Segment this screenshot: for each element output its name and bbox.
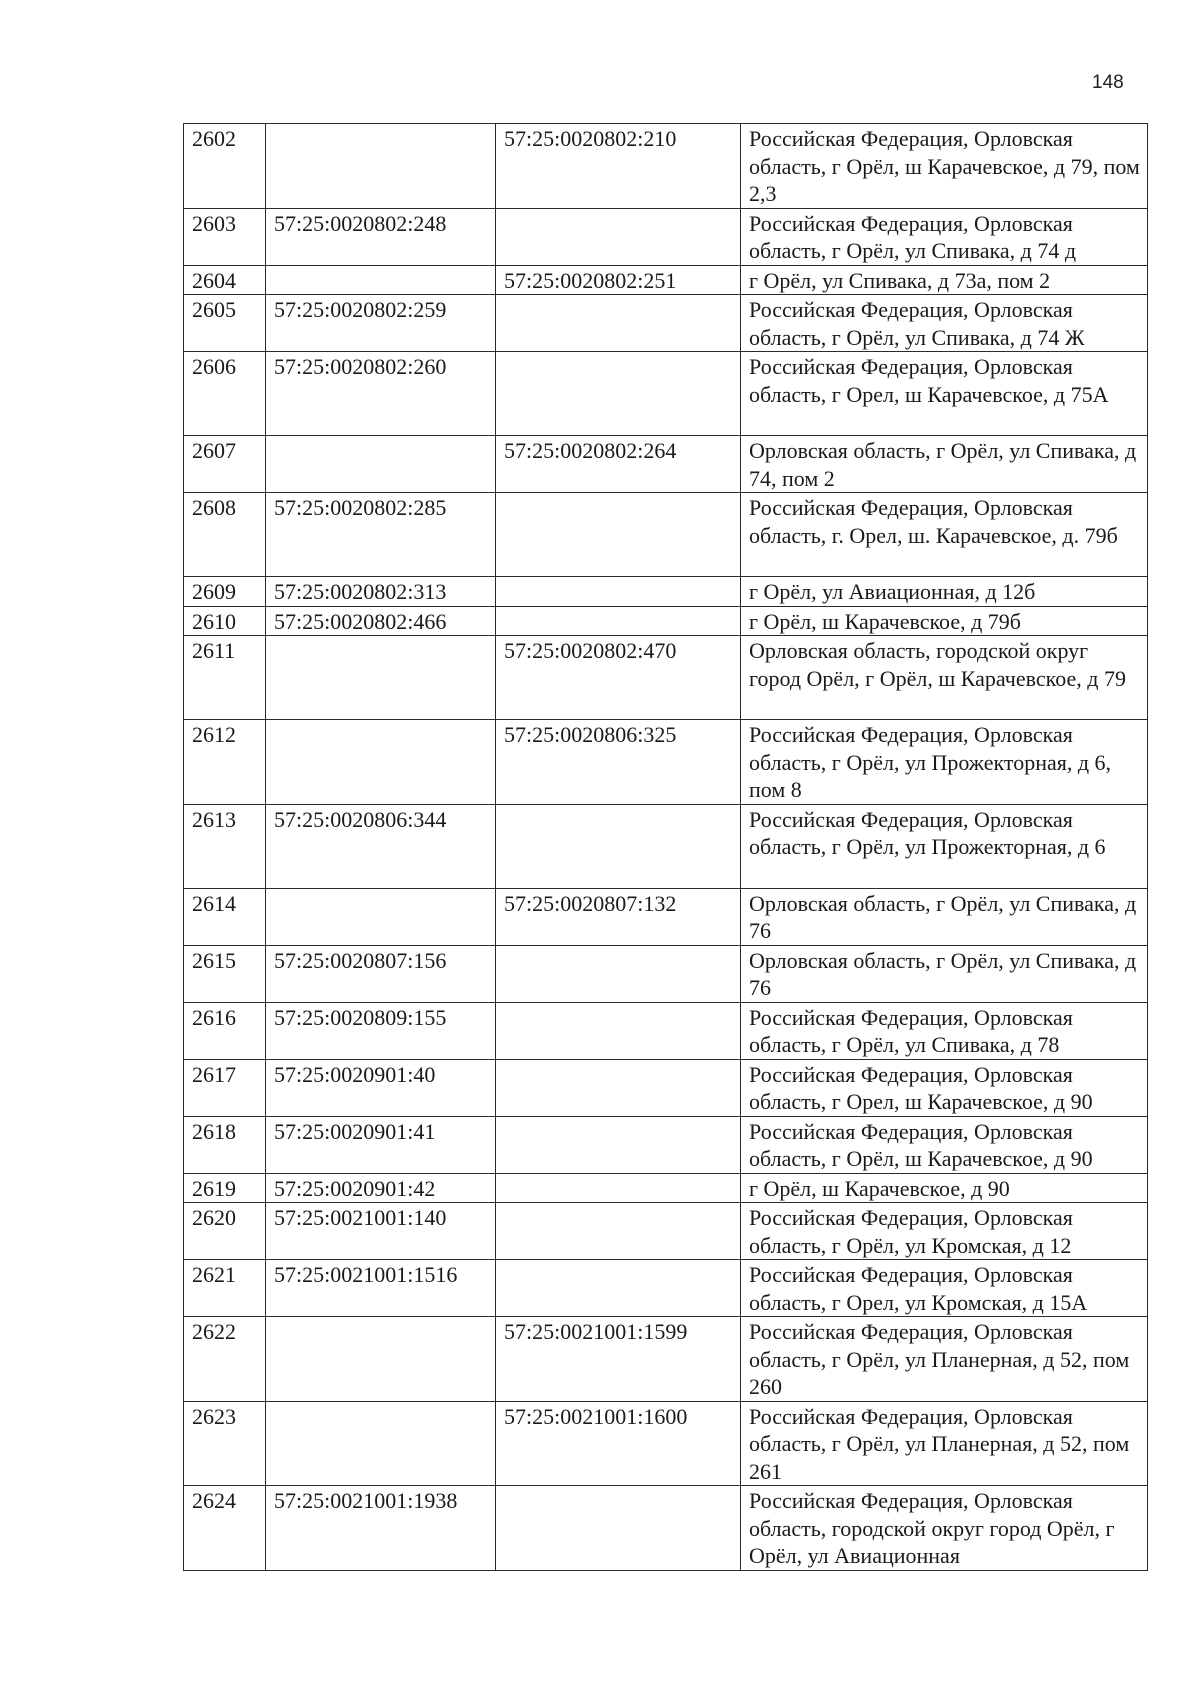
table-row bbox=[184, 945, 1148, 1002]
land-cadastral-cell bbox=[266, 124, 496, 209]
land-cadastral-cell bbox=[266, 720, 496, 805]
address-cell: Орловская область, г Орёл, ул Спивака, д 74, пом 2 bbox=[741, 436, 1148, 493]
table-row bbox=[184, 577, 1148, 607]
object-cadastral-cell: 57:25:0021001:1599 bbox=[496, 1317, 741, 1402]
row-number-cell: 2606 bbox=[184, 352, 266, 436]
table-row bbox=[184, 1486, 1148, 1571]
row-number-cell: 2610 bbox=[184, 606, 266, 636]
row-number-cell: 2619 bbox=[184, 1173, 266, 1203]
row-number-cell: 2613 bbox=[184, 804, 266, 888]
address-cell: Российская Федерация, Орловская область, г Орел, ш Карачевское, д 90 bbox=[741, 1059, 1148, 1116]
object-cadastral-cell bbox=[496, 1173, 741, 1203]
object-cadastral-cell bbox=[496, 352, 741, 436]
address-cell: г Орёл, ул Спивака, д 73а, пом 2 bbox=[741, 265, 1148, 295]
table-row bbox=[184, 295, 1148, 352]
land-cadastral-cell: 57:25:0020806:344 bbox=[266, 804, 496, 888]
table-row bbox=[184, 1116, 1148, 1173]
row-number-cell: 2618 bbox=[184, 1116, 266, 1173]
row-number-cell: 2623 bbox=[184, 1401, 266, 1486]
row-number-cell: 2605 bbox=[184, 295, 266, 352]
row-number-cell: 2612 bbox=[184, 720, 266, 805]
row-number-cell: 2603 bbox=[184, 208, 266, 265]
address-cell: Российская Федерация, Орловская область, г Орел, ул Кромская, д 15А bbox=[741, 1260, 1148, 1317]
table-row bbox=[184, 1260, 1148, 1317]
object-cadastral-cell: 57:25:0021001:1600 bbox=[496, 1401, 741, 1486]
land-cadastral-cell: 57:25:0020809:155 bbox=[266, 1002, 496, 1059]
table-row bbox=[184, 1002, 1148, 1059]
row-number-cell: 2621 bbox=[184, 1260, 266, 1317]
object-cadastral-cell bbox=[496, 577, 741, 607]
object-cadastral-cell bbox=[496, 1002, 741, 1059]
row-number-cell: 2617 bbox=[184, 1059, 266, 1116]
address-cell: Российская Федерация, Орловская область, г Орёл, ул Планерная, д 52, пом 261 bbox=[741, 1401, 1148, 1486]
row-number-cell: 2602 bbox=[184, 124, 266, 209]
registry-table-body bbox=[184, 124, 1148, 1571]
table-row bbox=[184, 1059, 1148, 1116]
registry-table bbox=[183, 123, 1148, 1571]
address-cell: Орловская область, г Орёл, ул Спивака, д 76 bbox=[741, 945, 1148, 1002]
address-cell: г Орёл, ш Карачевское, д 79б bbox=[741, 606, 1148, 636]
object-cadastral-cell: 57:25:0020802:264 bbox=[496, 436, 741, 493]
table-row bbox=[184, 436, 1148, 493]
row-number-cell: 2607 bbox=[184, 436, 266, 493]
table-row bbox=[184, 888, 1148, 945]
address-cell: Российская Федерация, Орловская область, г Орел, ш Карачевское, д 75А bbox=[741, 352, 1148, 436]
address-cell: Российская Федерация, Орловская область, г Орёл, ш Карачевское, д 90 bbox=[741, 1116, 1148, 1173]
address-cell: Орловская область, г Орёл, ул Спивака, д 76 bbox=[741, 888, 1148, 945]
address-cell: Российская Федерация, Орловская область, г. Орел, ш. Карачевское, д. 79б bbox=[741, 493, 1148, 577]
object-cadastral-cell bbox=[496, 804, 741, 888]
table-row bbox=[184, 1317, 1148, 1402]
land-cadastral-cell: 57:25:0020807:156 bbox=[266, 945, 496, 1002]
row-number-cell: 2609 bbox=[184, 577, 266, 607]
address-cell: Российская Федерация, Орловская область, г Орёл, ул Спивака, д 74 Ж bbox=[741, 295, 1148, 352]
table-row bbox=[184, 804, 1148, 888]
object-cadastral-cell bbox=[496, 1486, 741, 1571]
address-cell: Российская Федерация, Орловская область, г Орёл, ул Спивака, д 78 bbox=[741, 1002, 1148, 1059]
land-cadastral-cell: 57:25:0020901:40 bbox=[266, 1059, 496, 1116]
land-cadastral-cell: 57:25:0020802:313 bbox=[266, 577, 496, 607]
land-cadastral-cell: 57:25:0020901:41 bbox=[266, 1116, 496, 1173]
land-cadastral-cell: 57:25:0020802:248 bbox=[266, 208, 496, 265]
land-cadastral-cell bbox=[266, 1317, 496, 1402]
table-row bbox=[184, 265, 1148, 295]
land-cadastral-cell: 57:25:0020901:42 bbox=[266, 1173, 496, 1203]
object-cadastral-cell: 57:25:0020802:251 bbox=[496, 265, 741, 295]
land-cadastral-cell: 57:25:0020802:260 bbox=[266, 352, 496, 436]
address-cell: Российская Федерация, Орловская область, городской округ город Орёл, г Орёл, ул Авиационная bbox=[741, 1486, 1148, 1571]
table-row bbox=[184, 720, 1148, 805]
table-row bbox=[184, 352, 1148, 436]
table-row bbox=[184, 636, 1148, 720]
land-cadastral-cell bbox=[266, 636, 496, 720]
object-cadastral-cell bbox=[496, 1260, 741, 1317]
land-cadastral-cell: 57:25:0021001:1516 bbox=[266, 1260, 496, 1317]
land-cadastral-cell: 57:25:0021001:1938 bbox=[266, 1486, 496, 1571]
row-number-cell: 2616 bbox=[184, 1002, 266, 1059]
address-cell: Российская Федерация, Орловская область, г Орёл, ул Прожекторная, д 6 bbox=[741, 804, 1148, 888]
address-cell: Российская Федерация, Орловская область, г Орёл, ш Карачевское, д 79, пом 2,3 bbox=[741, 124, 1148, 209]
table-row bbox=[184, 1401, 1148, 1486]
address-cell: Орловская область, городской округ город Орёл, г Орёл, ш Карачевское, д 79 bbox=[741, 636, 1148, 720]
object-cadastral-cell bbox=[496, 606, 741, 636]
object-cadastral-cell bbox=[496, 208, 741, 265]
row-number-cell: 2624 bbox=[184, 1486, 266, 1571]
row-number-cell: 2604 bbox=[184, 265, 266, 295]
table-row bbox=[184, 606, 1148, 636]
land-cadastral-cell: 57:25:0020802:466 bbox=[266, 606, 496, 636]
address-cell: Российская Федерация, Орловская область, г Орёл, ул Кромская, д 12 bbox=[741, 1203, 1148, 1260]
table-row bbox=[184, 208, 1148, 265]
row-number-cell: 2620 bbox=[184, 1203, 266, 1260]
address-cell: г Орёл, ул Авиационная, д 12б bbox=[741, 577, 1148, 607]
object-cadastral-cell: 57:25:0020802:210 bbox=[496, 124, 741, 209]
land-cadastral-cell bbox=[266, 1401, 496, 1486]
object-cadastral-cell bbox=[496, 1116, 741, 1173]
address-cell: Российская Федерация, Орловская область, г Орёл, ул Спивака, д 74 д bbox=[741, 208, 1148, 265]
land-cadastral-cell: 57:25:0020802:285 bbox=[266, 493, 496, 577]
address-cell: Российская Федерация, Орловская область, г Орёл, ул Планерная, д 52, пом 260 bbox=[741, 1317, 1148, 1402]
row-number-cell: 2608 bbox=[184, 493, 266, 577]
table-row bbox=[184, 493, 1148, 577]
address-cell: г Орёл, ш Карачевское, д 90 bbox=[741, 1173, 1148, 1203]
land-cadastral-cell bbox=[266, 265, 496, 295]
land-cadastral-cell: 57:25:0021001:140 bbox=[266, 1203, 496, 1260]
land-cadastral-cell bbox=[266, 436, 496, 493]
row-number-cell: 2611 bbox=[184, 636, 266, 720]
land-cadastral-cell bbox=[266, 888, 496, 945]
land-cadastral-cell: 57:25:0020802:259 bbox=[266, 295, 496, 352]
object-cadastral-cell bbox=[496, 1059, 741, 1116]
page-number: 148 bbox=[1092, 72, 1124, 93]
object-cadastral-cell: 57:25:0020802:470 bbox=[496, 636, 741, 720]
row-number-cell: 2622 bbox=[184, 1317, 266, 1402]
object-cadastral-cell: 57:25:0020807:132 bbox=[496, 888, 741, 945]
table-row bbox=[184, 1203, 1148, 1260]
table-row bbox=[184, 1173, 1148, 1203]
object-cadastral-cell bbox=[496, 1203, 741, 1260]
object-cadastral-cell bbox=[496, 945, 741, 1002]
row-number-cell: 2614 bbox=[184, 888, 266, 945]
object-cadastral-cell: 57:25:0020806:325 bbox=[496, 720, 741, 805]
row-number-cell: 2615 bbox=[184, 945, 266, 1002]
object-cadastral-cell bbox=[496, 493, 741, 577]
table-row bbox=[184, 124, 1148, 209]
object-cadastral-cell bbox=[496, 295, 741, 352]
address-cell: Российская Федерация, Орловская область, г Орёл, ул Прожекторная, д 6, пом 8 bbox=[741, 720, 1148, 805]
